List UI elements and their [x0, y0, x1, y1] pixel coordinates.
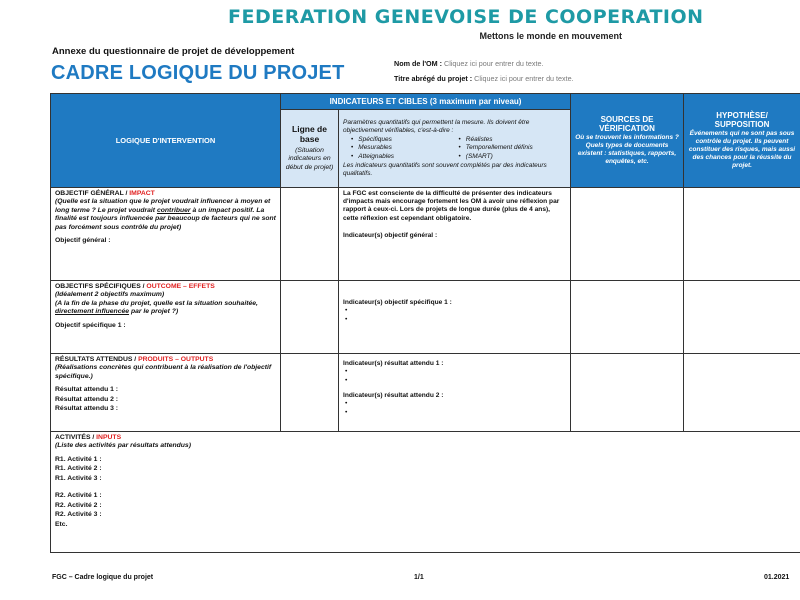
result-2-indicator-label: Indicateur(s) résultat attendu 2 :: [343, 392, 444, 400]
smart-criterion: • Temporellement définis: [459, 144, 567, 152]
expected-results-title: RÉSULTATS ATTENDUS / PRODUITS – OUTPUTS: [55, 356, 214, 363]
activities-description: (Liste des activités par résultats attendus): [55, 442, 191, 450]
om-name-placeholder[interactable]: Cliquez ici pour entrer du texte.: [444, 59, 544, 68]
page-title: CADRE LOGIQUE DU PROJET: [51, 62, 345, 84]
specific-objective-line: Objectif spécifique 1 :: [55, 321, 126, 329]
header-sources: [571, 94, 684, 188]
params-intro: Paramètres quantitatifs qui permettent la mesure. Ils doivent être objectivement vérifiables, c'est-à-dire :: [343, 119, 530, 135]
baseline-cell[interactable]: [281, 281, 339, 354]
hypothesis-cell[interactable]: [684, 354, 800, 432]
smart-criterion: • Mesurables: [351, 144, 459, 152]
baseline-cell[interactable]: [281, 354, 339, 432]
activity-line: R1. Activité 1 :: [55, 455, 102, 463]
header-indicator-parameters: [339, 110, 571, 188]
expected-result-line: Résultat attendu 2 :: [55, 395, 119, 403]
smart-criterion: • Atteignables: [351, 153, 459, 161]
general-objective-description: (Quelle est la situation que le projet voudrait influencer à moyen et long terme ? Le projet voudrait contribuer à un impact positif. La finalité est toujours influencée par beaucoup de facteurs qui ne sont pas forcément sous contrôle du projet): [55, 198, 276, 231]
indicator-bullet: [343, 409, 566, 417]
header-intervention-logic: LOGIQUE D'INTERVENTION: [51, 94, 281, 188]
specific-objectives-limit: (Idéalement 2 objectifs maximum): [55, 291, 165, 299]
footer-doc-name: FGC – Cadre logique du projet: [52, 574, 154, 581]
indicator-bullet: [343, 400, 566, 408]
specific-indicators-cell[interactable]: [339, 281, 571, 354]
hypothesis-title: HYPOTHÈSE/ SUPPOSITION: [714, 110, 770, 130]
activity-line: R2. Activité 3 :: [55, 511, 102, 519]
general-objective-cell[interactable]: [51, 188, 281, 281]
organization-slogan: Mettons le monde en mouvement: [479, 31, 622, 41]
activity-line: R2. Activité 2 :: [55, 501, 102, 509]
om-name-label: Nom de l'OM :: [394, 59, 443, 68]
header-hypothesis: [684, 94, 800, 188]
specific-objectives-cell[interactable]: [51, 281, 281, 354]
activity-line: R2. Activité 1 :: [55, 492, 102, 500]
table-row-specific-objectives: [51, 281, 800, 354]
activities-title: ACTIVITÉS / INPUTS: [55, 434, 122, 441]
sources-title: SOURCES DE VÉRIFICATION: [599, 114, 655, 134]
general-indicator-label: Indicateur(s) objectif général :: [343, 231, 438, 239]
activities-cell[interactable]: [51, 432, 800, 553]
specific-objectives-title: OBJECTIFS SPÉCIFIQUES / OUTCOME – EFFETS: [55, 283, 215, 290]
expected-results-description: (Réalisations concrètes qui contribuent à la réalisation de l'objectif spécifique.): [55, 364, 272, 380]
general-objective-line: Objectif général :: [55, 237, 111, 245]
table-row-expected-results: [51, 354, 800, 432]
footer-version-date: 01.2021: [764, 574, 790, 581]
specific-indicator-label: Indicateur(s) objectif spécifique 1 :: [343, 299, 452, 306]
sources-description: Où se trouvent les informations ? Quels types de documents existent : statistiques, rapports, enquêtes, etc.: [575, 133, 679, 166]
baseline-note: (Situation indicateurs en début de projet): [285, 146, 334, 171]
smart-criterion: • Spécifiques: [351, 136, 459, 144]
short-title-field[interactable]: [394, 74, 574, 83]
activity-etc: Etc.: [55, 520, 68, 528]
indicator-bullet: [343, 377, 566, 385]
sources-cell[interactable]: [571, 281, 684, 354]
header-indicators: INDICATEURS ET CIBLES (3 maximum par niveau): [281, 94, 571, 110]
indicator-bullet: [343, 316, 566, 324]
result-1-indicator-label: Indicateur(s) résultat attendu 1 :: [343, 360, 444, 367]
short-title-label: Titre abrégé du projet :: [394, 74, 473, 83]
short-title-placeholder[interactable]: Cliquez ici pour entrer du texte.: [474, 74, 574, 83]
baseline-cell[interactable]: [281, 188, 339, 281]
smart-criterion: • (SMART): [459, 153, 567, 161]
general-objective-title: OBJECTIF GÉNÉRAL / IMPACT: [55, 190, 155, 197]
impact-indicator-note: La FGC est consciente de la difficulté de présenter des indicateurs d'impacts mais encourage fortement les OM à avoir une réflexion par rapport à ceux-ci. Lors de projets de longue durée (plus de 4 ans), cette réflexion est cependant obligatoire.: [343, 190, 560, 222]
organization-name: FEDERATION GENEVOISE DE COOPERATION: [228, 6, 704, 28]
logframe-table: [50, 93, 800, 553]
smart-criterion: • Réalistes: [459, 136, 567, 144]
indicator-bullet: [343, 307, 566, 315]
baseline-title: Ligne de base: [292, 124, 327, 144]
results-indicators-cell[interactable]: [339, 354, 571, 432]
params-outro: Les indicateurs quantitatifs sont souvent complétés par des indicateurs qualitatifs.: [343, 161, 547, 177]
hypothesis-cell[interactable]: [684, 281, 800, 354]
hypothesis-cell[interactable]: [684, 188, 800, 281]
general-indicators-cell[interactable]: [339, 188, 571, 281]
expected-results-cell[interactable]: [51, 354, 281, 432]
header-baseline: [281, 110, 339, 188]
indicator-bullet: [343, 368, 566, 376]
specific-objectives-description: (A la fin de la phase du projet, quelle est la situation souhaitée, directement influencée par le projet ?): [55, 299, 258, 316]
table-row-activities: [51, 432, 800, 553]
expected-result-line: Résultat attendu 3 :: [55, 405, 119, 413]
om-name-field[interactable]: [394, 59, 544, 68]
sources-cell[interactable]: [571, 354, 684, 432]
footer-page-number: 1/1: [414, 574, 424, 581]
annex-subtitle: Annexe du questionnaire de projet de développement: [52, 46, 295, 57]
smart-criteria-list: [351, 136, 566, 160]
expected-result-line: Résultat attendu 1 :: [55, 386, 119, 394]
activity-line: R1. Activité 2 :: [55, 465, 102, 473]
sources-cell[interactable]: [571, 188, 684, 281]
activity-line: R1. Activité 3 :: [55, 474, 102, 482]
table-row-general-objective: [51, 188, 800, 281]
hypothesis-description: Événements qui ne sont pas sous contrôle du projet. Ils peuvent constituer des risques, mais aussi des chances pour la réussite du projet.: [688, 129, 796, 170]
